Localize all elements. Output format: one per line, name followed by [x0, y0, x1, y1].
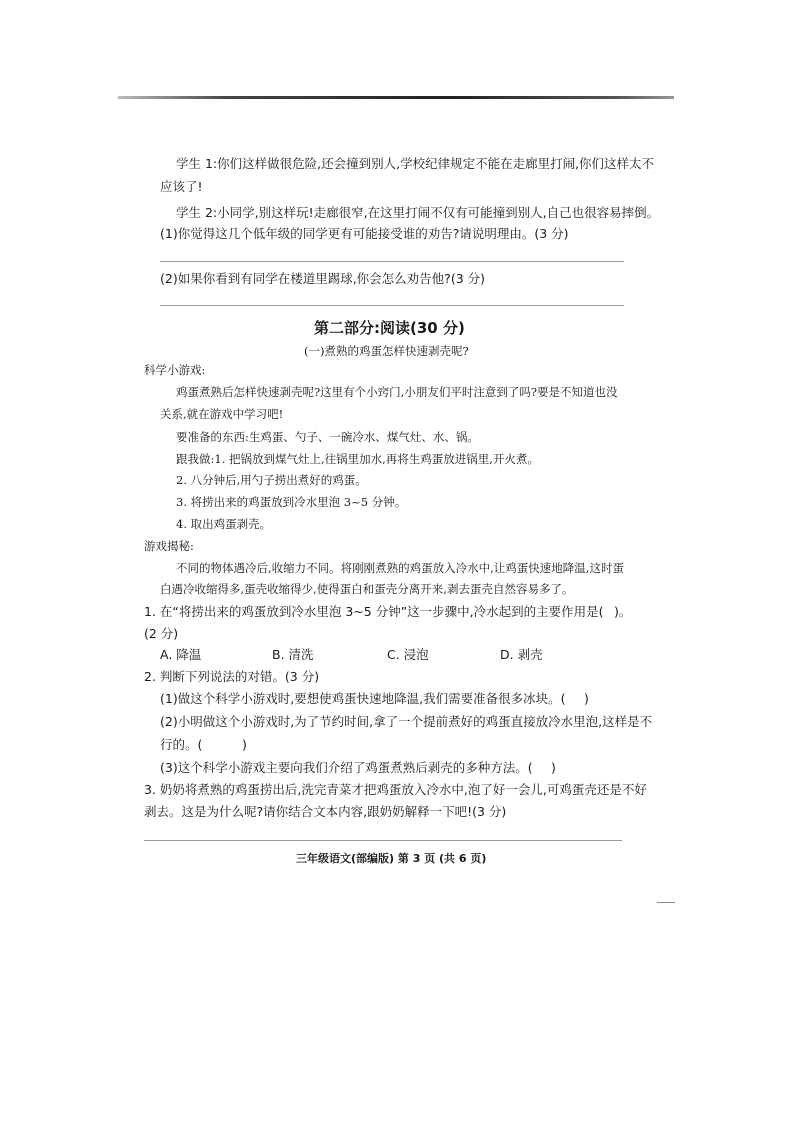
question-2-2-line1: (2)小明做这个小游戏时,为了节约时间,拿了一个提前煮好的鸡蛋直接放冷水里泡,这样是不 — [160, 714, 653, 729]
student2-line: 学生 2:小同学,别这样玩!走廊很窄,在这里打闹不仅有可能撞到别人,自己也很容易摔倒。 — [176, 205, 660, 220]
question-1-score: (2 分) — [144, 626, 179, 641]
question-2-prompt: (2)如果你看到有同学在楼道里踢球,你会怎么劝告他?(3 分) — [160, 271, 485, 286]
option-b[interactable]: B. 清洗 — [272, 647, 314, 662]
question-2-3: (3)这个科学小游戏主要向我们介绍了鸡蛋煮熟后剥壳的多种方法。( — [160, 760, 533, 775]
question-2-2-line2: 行的。( — [160, 737, 203, 752]
question-3-line1: 3. 奶奶将煮熟的鸡蛋捞出后,洗完青菜才把鸡蛋放入冷水中,泡了好一会儿,可鸡蛋壳还是不好 — [144, 782, 647, 797]
reveal-label: 游戏揭秘: — [144, 539, 194, 553]
question-2-prompt: 2. 判断下列说法的对错。(3 分) — [144, 669, 320, 684]
answer-line[interactable] — [160, 305, 624, 306]
question-3-line2: 剥去。这是为什么呢?请你结合文本内容,跟奶奶解释一下吧!(3 分) — [144, 804, 507, 819]
intro-line1: 鸡蛋煮熟后怎样快速剥壳呢?这里有个小窍门,小朋友们平时注意到了吗?要是不知道也没 — [176, 385, 618, 399]
page-footer: 三年级语文(部编版) 第 3 页 (共 6 页) — [296, 852, 487, 865]
question-2-1: (1)做这个科学小游戏时,要想使鸡蛋快速地降温,我们需要准备很多冰块。( — [160, 691, 566, 706]
option-d[interactable]: D. 剥壳 — [500, 647, 543, 662]
part-two-heading: 第二部分:阅读(30 分) — [314, 319, 465, 337]
margin-mark — [657, 902, 675, 903]
question-1-prompt: 1. 在“将捞出来的鸡蛋放到冷水里泡 3~5 分钟”这一步骤中,冷水起到的主要作用是( — [144, 604, 604, 619]
question-1-blank-close[interactable]: )。 — [614, 604, 632, 619]
passage-subheading: (一)煮熟的鸡蛋怎样快速剥壳呢? — [304, 344, 469, 358]
option-c[interactable]: C. 浸泡 — [387, 647, 429, 662]
question-1-prompt: (1)你觉得这几个低年级的同学更有可能接受谁的劝告?请说明理由。(3 分) — [160, 226, 569, 241]
question-2-3-blank-close[interactable]: ) — [551, 760, 556, 775]
student1-line1: 学生 1:你们这样做很危险,还会撞到别人,学校纪律规定不能在走廊里打闹,你们这样太不 — [176, 156, 655, 171]
intro-line2: 关系,就在游戏中学习吧! — [160, 407, 284, 421]
question-2-1-blank-close[interactable]: ) — [584, 691, 589, 706]
reveal-line2: 白遇冷收缩得多,蛋壳收缩得少,使得蛋白和蛋壳分离开来,剥去蛋壳自然容易多了。 — [160, 582, 574, 596]
option-a[interactable]: A. 降温 — [160, 647, 202, 662]
game-label: 科学小游戏: — [144, 363, 206, 377]
materials-line: 要准备的东西:生鸡蛋、勺子、一碗冷水、煤气灶、水、锅。 — [176, 430, 479, 444]
step-3: 3. 将捞出来的鸡蛋放到冷水里泡 3~5 分钟。 — [176, 495, 407, 509]
top-border-line — [118, 96, 674, 99]
reveal-line1: 不同的物体遇冷后,收缩力不同。将刚刚煮熟的鸡蛋放入冷水中,让鸡蛋快速地降温,这时蛋 — [176, 561, 624, 575]
question-2-2-blank-close[interactable]: ) — [242, 737, 247, 752]
student1-line2: 应该了! — [160, 179, 203, 194]
step-2: 2. 八分钟后,用勺子捞出煮好的鸡蛋。 — [176, 473, 367, 487]
footer-divider — [144, 840, 622, 841]
answer-line[interactable] — [160, 261, 624, 262]
step-1: 跟我做:1. 把锅放到煤气灶上,往锅里加水,再将生鸡蛋放进锅里,开火煮。 — [176, 452, 539, 466]
step-4: 4. 取出鸡蛋剥壳。 — [176, 517, 272, 531]
